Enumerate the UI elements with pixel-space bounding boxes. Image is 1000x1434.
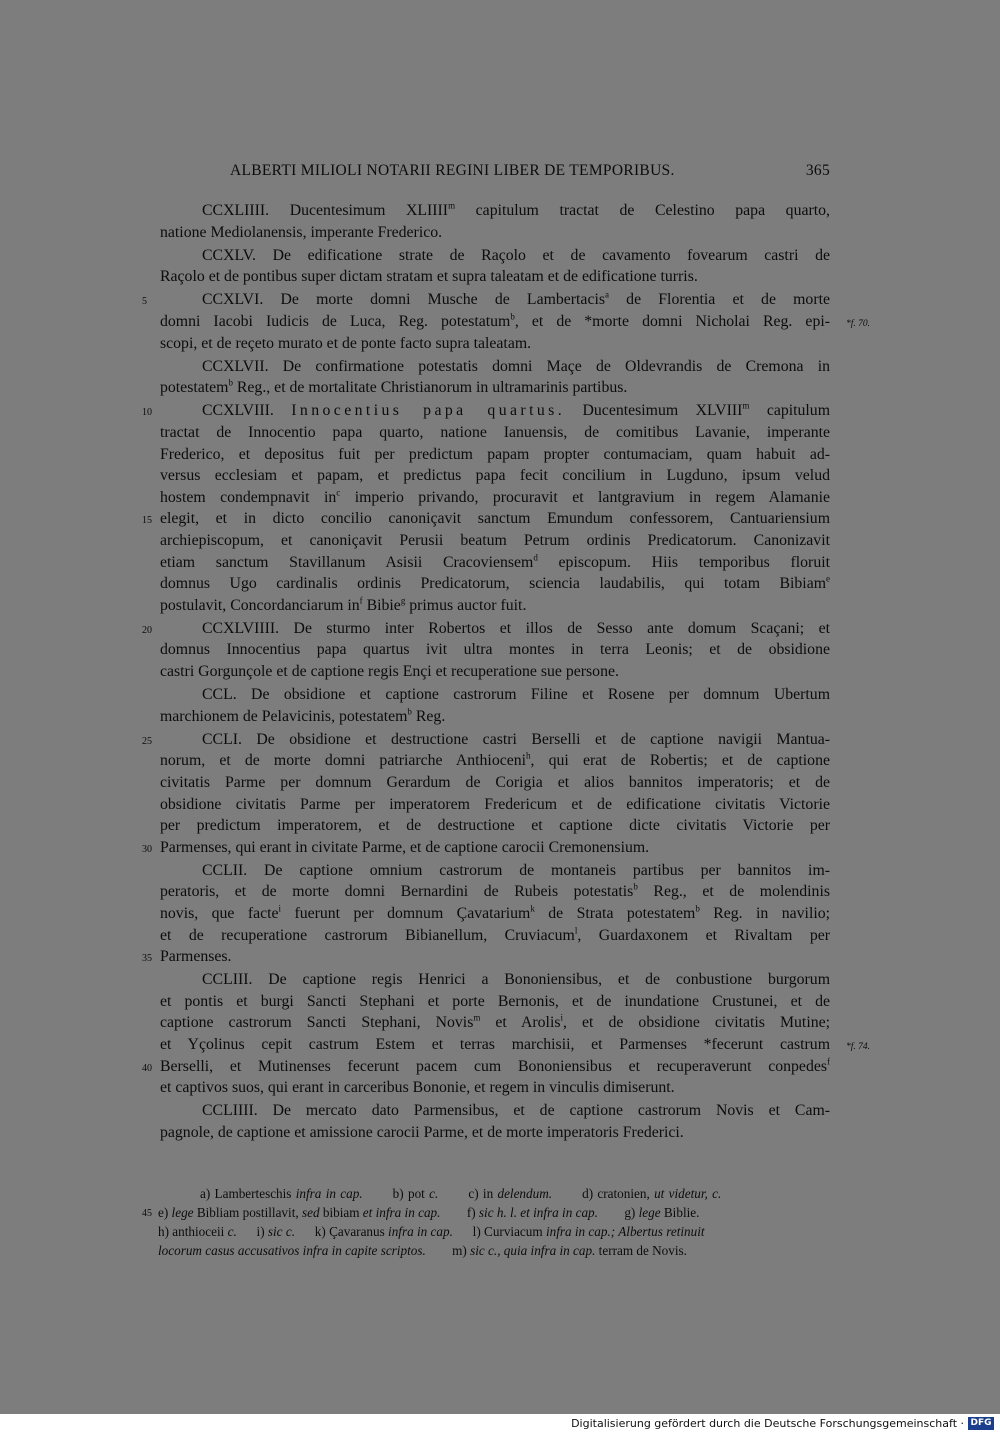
text-segment: , et de obsidione civitatis Mutine; (563, 1014, 831, 1032)
footnote-italic: delendum. (497, 1186, 553, 1201)
text-line: et captivos suos, qui erant in carceribus Bononie, et regem in vinculis dimiserunt. (160, 1079, 675, 1097)
footnote-mark: d) (582, 1186, 598, 1201)
text-line: CCLIII. De captione regis Henrici a Bononiensibus, et de conbustione burgorum (202, 971, 830, 989)
text-segment: Ducentesimum XLVIII (565, 402, 743, 420)
superscript: l (574, 925, 578, 936)
superscript: h (526, 751, 531, 762)
chapter-246 (142, 289, 870, 354)
text-line (160, 377, 830, 399)
footnote-text: terram de Novis. (598, 1243, 687, 1258)
text-line: tractat de Innocentio papa quarto, natione Ianuensis, de comitibus Lavanie, imperante (160, 423, 830, 441)
text-line: versus ecclesiam et papam, et predictus papa fecit concilium in Lugduno, ipsum velud (160, 467, 830, 485)
text-line (160, 311, 870, 333)
chapter-254 (160, 1100, 830, 1143)
text-segment: elegit, et in dicto concilio canoniçavit sanctum Emundum confessorem, Cantuariensium (160, 510, 830, 528)
superscript: a (605, 290, 609, 301)
text-line (160, 750, 830, 772)
footnote-italic: sic h. l. et infra in cap. (478, 1205, 598, 1220)
text-segment: domnus Ugo cardinalis ordinis Predicatorum, sciencia laudabilis, qui totam Bibiam (160, 575, 826, 593)
text-segment: Reg., et de molendinis (637, 883, 830, 901)
footnote-italic: infra in cap. (388, 1224, 453, 1239)
footnote-text: Lamberteschis (214, 1186, 296, 1201)
text-line (142, 289, 830, 311)
text-line (160, 925, 830, 947)
text-segment: , qui erat de Robertis; et de captione (530, 752, 830, 770)
chapter-250 (160, 684, 830, 727)
text-segment: CCXLVIII. (202, 402, 292, 420)
superscript: m (742, 401, 750, 412)
text-line (160, 200, 830, 222)
footnote-k (315, 1224, 453, 1239)
footnote-mark: g) (624, 1205, 639, 1220)
text-line: CCXLV. De edificatione strate de Raçolo et de cavamento fovearum castri de (202, 246, 830, 264)
text-segment: marchionem de Pelavicinis, potestatem (160, 707, 408, 725)
text-line: CCXLVII. De confirmatione potestatis domni Maçe de Oldevrandis de Cremona in (202, 357, 830, 375)
superscript: c (336, 487, 341, 498)
text-line (160, 1012, 830, 1034)
superscript: b (228, 377, 233, 388)
text-segment: et Arolis (480, 1014, 561, 1032)
text-segment: et de recuperatione castrorum Bibianellum, Cruviacum (160, 926, 575, 944)
footnote-line (158, 1184, 826, 1203)
footnote-mark: e) (158, 1205, 172, 1220)
text-line: natione Mediolanensis, imperante Frederico. (160, 223, 443, 241)
text-segment: de Strata potestatem (534, 905, 696, 922)
text-line: CCLII. De captione omnium castrorum de montaneis partibus per bannitos im- (202, 861, 830, 879)
footnote-mark: m) (452, 1243, 471, 1258)
text-segment: primus auctor fuit. (405, 596, 527, 614)
text-segment: de Florentia et de morte (609, 291, 830, 309)
text-line (160, 487, 830, 509)
footnote-h (158, 1224, 237, 1239)
text-line (160, 903, 830, 925)
footnote-mark: f) (466, 1205, 479, 1220)
margin-folio-ref: *f. 74. (845, 1042, 870, 1053)
dfg-logo: DFG (968, 1417, 994, 1430)
footnote-italic: sed (301, 1205, 323, 1220)
superscript: m (448, 200, 456, 211)
text-line (142, 508, 830, 530)
footnote-text: Biblie. (663, 1205, 700, 1220)
chapter-253 (142, 969, 870, 1099)
text-segment: postulavit, Concordanciarum in (160, 596, 360, 614)
text-line (160, 573, 830, 595)
text-line: pagnole, de captione et amissione carocii Parme, et de morte imperatoris Frederici. (160, 1123, 684, 1141)
footnote-italic: infra in cap.; Albertus retinuit (545, 1224, 705, 1239)
text-line: castri Gorgunçole et de captione regis Ençi et recuperatione sue persone. (160, 662, 619, 680)
superscript: b (510, 311, 515, 322)
text-line: obsidione civitatis Parme per imperatorem Fredericum et de edificatione civitatis Victorie (160, 795, 830, 813)
text-segment: episcopum. Hiis temporibus floruit (537, 553, 830, 571)
chapter-247 (160, 356, 830, 399)
text-segment: fuerunt per domnum Çavatarium (281, 905, 531, 922)
footnote-text: bibiam (322, 1205, 363, 1220)
page-number: 365 (805, 162, 830, 179)
superscript: f (359, 595, 363, 606)
footnote-line (142, 1203, 826, 1222)
footnote-text: Bibliam postillavit, (196, 1205, 302, 1220)
footnote-mark: c) (468, 1186, 483, 1201)
text-segment: , et de *morte domni Nicholai Reg. epi- (514, 312, 830, 330)
line-number: 5 (142, 296, 147, 308)
text-line: per predictum imperatorem, et de destructione et captione dicte civitatis Victorie per (160, 817, 830, 835)
footnote-text: anthioceii (172, 1224, 228, 1239)
text-segment: hostem condempnavit in (160, 488, 337, 506)
text-segment: Reg. in navilio; (699, 905, 831, 922)
line-number: 40 (142, 1062, 152, 1074)
text-segment: domni Iacobi Iudicis de Luca, Reg. potestatum (160, 312, 511, 330)
text-line: archiepiscopum, et canoniçavit Perusii beatum Petrum ordinis Predicatorum. Canonizavit (160, 531, 830, 549)
footnote-italic: infra in cap. (295, 1186, 363, 1201)
line-number: 20 (142, 624, 152, 636)
text-line: CCL. De obsidione et captione castrorum Filine et Rosene per domnum Ubertum (202, 686, 830, 704)
text-segment: norum, et de morte domni patriarche Anthioceni (160, 752, 527, 770)
text-line: Raçolo et de pontibus super dictam stratam et supra taleatam et de edificatione turris. (160, 268, 698, 286)
text-line (160, 552, 830, 574)
chapter-245 (160, 245, 830, 288)
superscript: i (560, 1013, 564, 1024)
footnote-italic: c. (227, 1224, 237, 1239)
footnote-text: pot (407, 1186, 430, 1201)
text-line: et pontis et burgi Sancti Stephani et porte Bernonis, et de inundatione Crustunei, et de (160, 992, 830, 1010)
text-line: CCLIIII. De mercato dato Parmensibus, et de captione castrorum Novis et Cam- (202, 1102, 830, 1120)
line-number: 35 (142, 953, 152, 965)
footnote-a (200, 1186, 363, 1201)
footnote-mark: i) (256, 1224, 268, 1239)
text-line (160, 881, 830, 903)
footnote-italic: c. (429, 1186, 439, 1201)
superscript: b (407, 706, 412, 717)
footnote-mark: h) (158, 1224, 173, 1239)
text-segment: CCXLVI. De morte domni Musche de Lambertacis (202, 291, 605, 309)
text-line (142, 400, 830, 422)
text-segment: capitulum (749, 402, 830, 420)
text-line (142, 729, 830, 751)
text-segment: CCXLIIII. Ducentesimum XLIIII (202, 202, 449, 219)
footnote-mark: a) (200, 1186, 215, 1201)
superscript: m (473, 1013, 481, 1024)
footnote-text: Çavaranus (329, 1224, 389, 1239)
text-segment: Parmenses, qui erant in civitate Parme, et de captione carocii Cremonensium. (160, 838, 650, 856)
margin-folio-ref: *f. 70. (845, 318, 870, 329)
text-line (142, 618, 830, 640)
superscript: d (533, 552, 538, 563)
footnote-italic: sic c. (267, 1224, 295, 1239)
text-segment: , Guardaxonem et Rivaltam per (577, 926, 830, 944)
footnote-b (393, 1186, 439, 1201)
footnote-text: Curviacum (484, 1224, 546, 1239)
text-segment: captione castrorum Sancti Stephani, Novis (160, 1014, 474, 1032)
footnote-c (468, 1186, 552, 1201)
footnote-mark: k) (314, 1224, 330, 1239)
footnote-italic: ut videtur, c. (654, 1186, 722, 1201)
text-segment: CCXLVIIII. De sturmo inter Robertos et illos de Sesso ante domum Scaçani; et (202, 619, 830, 637)
superscript: g (400, 595, 406, 606)
text-segment: Berselli, et Mutinenses fecerunt pacem cum Bononiensibus et recuperaverunt conpedes (160, 1057, 827, 1075)
text-segment: Reg. (411, 707, 446, 725)
chapter-251 (142, 729, 830, 859)
text-segment: Parmenses. (160, 948, 232, 966)
footnote-e (158, 1205, 440, 1220)
footnote-d (582, 1186, 721, 1201)
text-line: civitatis Parme per domnum Gerardum de Corigia et alios bannitos imperatoris; et de (160, 773, 830, 791)
footnote-italic: locorum casus accusativos infra in capite scriptos. (158, 1243, 426, 1258)
line-number: 45 (142, 1208, 152, 1219)
text-segment: capitulum tractat de Celestino papa quarto, (455, 202, 830, 219)
text-line: Frederico, et depositus fuit per predictum papam propter contumaciam, quam habuit ad- (160, 445, 830, 463)
footnotes (142, 1184, 826, 1260)
footnote-mark: b) (392, 1186, 408, 1201)
footnote-italic: et infra in cap. (362, 1205, 441, 1220)
footnote-i (257, 1224, 295, 1239)
chapter-252 (142, 860, 831, 968)
footnote-italic: lege (638, 1205, 664, 1220)
chapter-244 (160, 200, 830, 243)
line-number: 15 (142, 515, 152, 527)
text-segment: novis, que facte (160, 905, 279, 922)
spaced-heading: Innocentius papa quartus. (291, 402, 566, 420)
text-segment: CCLI. De obsidione et destructione castri Berselli et de captione navigii Mantua- (202, 730, 830, 748)
line-number: 10 (142, 407, 152, 419)
superscript: i (278, 903, 282, 914)
footnote-line (158, 1241, 826, 1260)
text-segment: imperio privando, procuravit et lantgravium in regem Alamanie (340, 488, 830, 506)
superscript: b (695, 903, 700, 914)
text-line (142, 837, 830, 859)
line-number: 30 (142, 843, 152, 855)
text-segment: Bibie (362, 596, 401, 614)
text-line (142, 1056, 830, 1078)
superscript: f (827, 1056, 830, 1067)
superscript: b (633, 882, 638, 893)
footnote-text: cratonien, (597, 1186, 655, 1201)
text-line (160, 1034, 870, 1056)
funding-note: Digitalisierung gefördert durch die Deutsche Forschungsgemeinschaft · (571, 1417, 964, 1430)
footnote-m (452, 1243, 687, 1258)
footnote-f (467, 1205, 598, 1220)
text-segment: et Yçolinus cepit castrum Estem et terras marchisii, et Parmenses *fecerunt castrum (160, 1036, 830, 1054)
main-text (142, 200, 870, 1145)
footnote-line (158, 1222, 826, 1241)
text-segment: potestatem (160, 379, 229, 397)
footnote-italic: lege (171, 1205, 197, 1220)
dfg-footer-bar (0, 1414, 1000, 1434)
line-number: 25 (142, 735, 152, 747)
footnote-mark: l) (472, 1224, 485, 1239)
superscript: e (826, 573, 830, 584)
text-segment: Reg., et de mortalitate Christianorum in ultramarinis partibus. (232, 379, 628, 397)
superscript: k (530, 903, 535, 914)
text-segment: etiam sanctum Stavillanum Asisii Cracoviensem (160, 553, 534, 571)
running-title: ALBERTI MILIOLI NOTARII REGINI LIBER DE TEMPORIBUS. (230, 162, 675, 179)
text-line (160, 706, 830, 728)
text-line: scopi, et de reçeto murato et de ponte facto supra taleatam. (160, 334, 532, 352)
footnote-italic: sic c., quia infra in cap. (470, 1243, 599, 1258)
chapter-249 (142, 618, 830, 683)
text-line (160, 595, 830, 617)
text-line (142, 946, 830, 968)
chapter-248 (142, 400, 830, 616)
text-line: domnus Innocentius papa quartus ivit ultra montes in terra Leonis; et de obsidione (160, 641, 830, 659)
text-segment: peratoris, et de morte domni Bernardini de Rubeis potestatis (160, 883, 634, 901)
footnote-g (624, 1205, 699, 1220)
footnote-l (473, 1224, 705, 1239)
footnote-text: in (482, 1186, 498, 1201)
